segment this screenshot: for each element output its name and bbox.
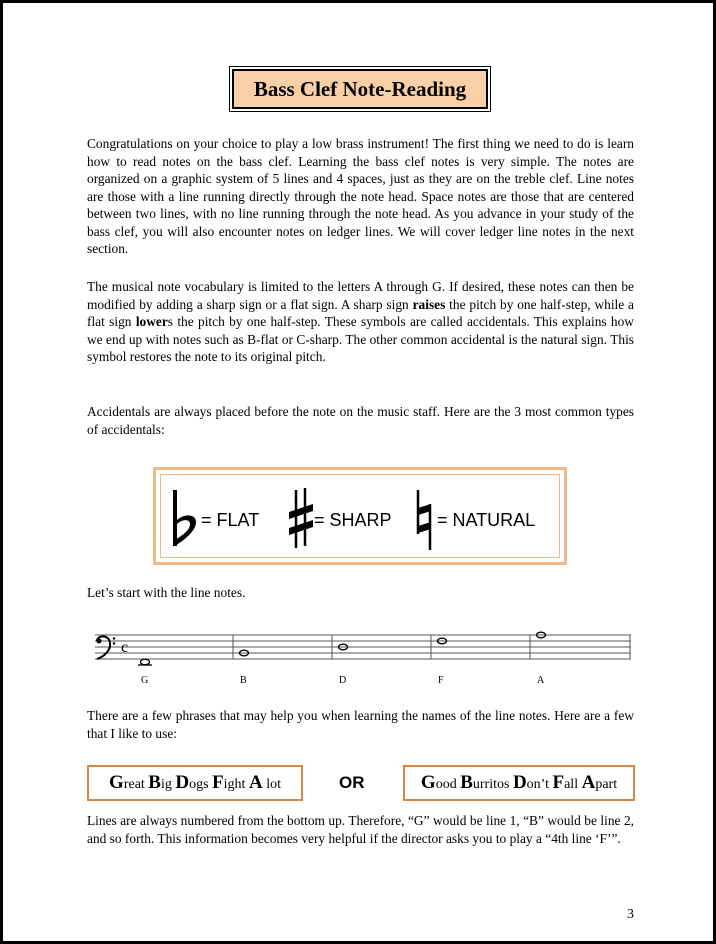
note-name-g: G — [141, 675, 149, 686]
natural-icon — [414, 488, 436, 552]
raises-word: raises — [412, 296, 446, 312]
phrase-1-text: Great Big Dogs Fight A lot — [109, 772, 281, 793]
accidentals-paragraph: Accidentals are always placed before the note on the music staff. Here are the 3 most common types of accidentals: — [87, 404, 634, 437]
sharp-label: = SHARP — [314, 510, 392, 530]
line-numbering-paragraph: Lines are always numbered from the bottom up. Therefore, “G” would be line 1, “B” would be line 2, and so forth. This information becomes very helpful if the director asks you to play a “4th line ‘F’”. — [87, 813, 634, 846]
phrase-2-text: Good Burritos Don’t Fall Apart — [420, 772, 618, 793]
flat-label: = FLAT — [201, 510, 260, 530]
or-separator: OR — [339, 773, 365, 792]
phrase-box-2 — [403, 765, 635, 801]
vocab-text-1: The musical note vocabulary is limited to the letters A through G. If desired, these notes can then be modified by adding a sharp sign or a flat sign. A sharp sign — [87, 279, 634, 312]
note-name-a: A — [537, 675, 545, 686]
note-g — [141, 659, 150, 665]
bass-clef-icon — [97, 636, 116, 659]
page-number: 3 — [627, 907, 634, 922]
common-time-icon: c — [121, 639, 129, 656]
title-box — [232, 69, 488, 109]
sharp-icon — [287, 488, 315, 550]
lowers-word: lower — [135, 314, 168, 329]
flat-icon — [170, 488, 200, 550]
note-name-f: F — [438, 675, 444, 686]
accidentals-box — [153, 467, 567, 565]
line-notes-intro: Let’s start with the line notes. — [87, 585, 246, 600]
natural-label: = NATURAL — [437, 510, 536, 530]
vocabulary-paragraph — [87, 278, 634, 366]
vocab-text-2: the pitch by one half-step, while a flat sign — [87, 296, 634, 329]
phrases-intro: There are a few phrases that may help you when learning the names of the line notes. Here are a few that I like to use: — [87, 708, 634, 741]
page-title: Bass Clef Note-Reading — [253, 76, 467, 101]
note-name-d: D — [339, 675, 347, 686]
intro-paragraph: Congratulations on your choice to play a low brass instrument! The first thing we need to do is learn how to read notes on the bass clef. Learning the bass clef notes is very simple. The notes are organized on a graphic system of 5 lines and 4 spaces, just as they are on the treble clef. Line notes are those with a line running directly through the note head. Space notes are those that are centered between two lines, with no line running through the note head. As you advance in your study of the bass clef, you will also encounter notes on ledger lines. We will cover ledger line notes in the next section. — [87, 136, 634, 256]
note-name-b: B — [240, 675, 247, 686]
bass-clef-staff — [95, 631, 631, 667]
phrase-box-1 — [87, 765, 303, 801]
vocab-text-3: s the pitch by one half-step. These symbols are called accidentals. This explains how we end up with notes such as B-flat or C-sharp. The other common accidental is the natural sign. This symbol restores the note to its original pitch. — [87, 314, 634, 364]
